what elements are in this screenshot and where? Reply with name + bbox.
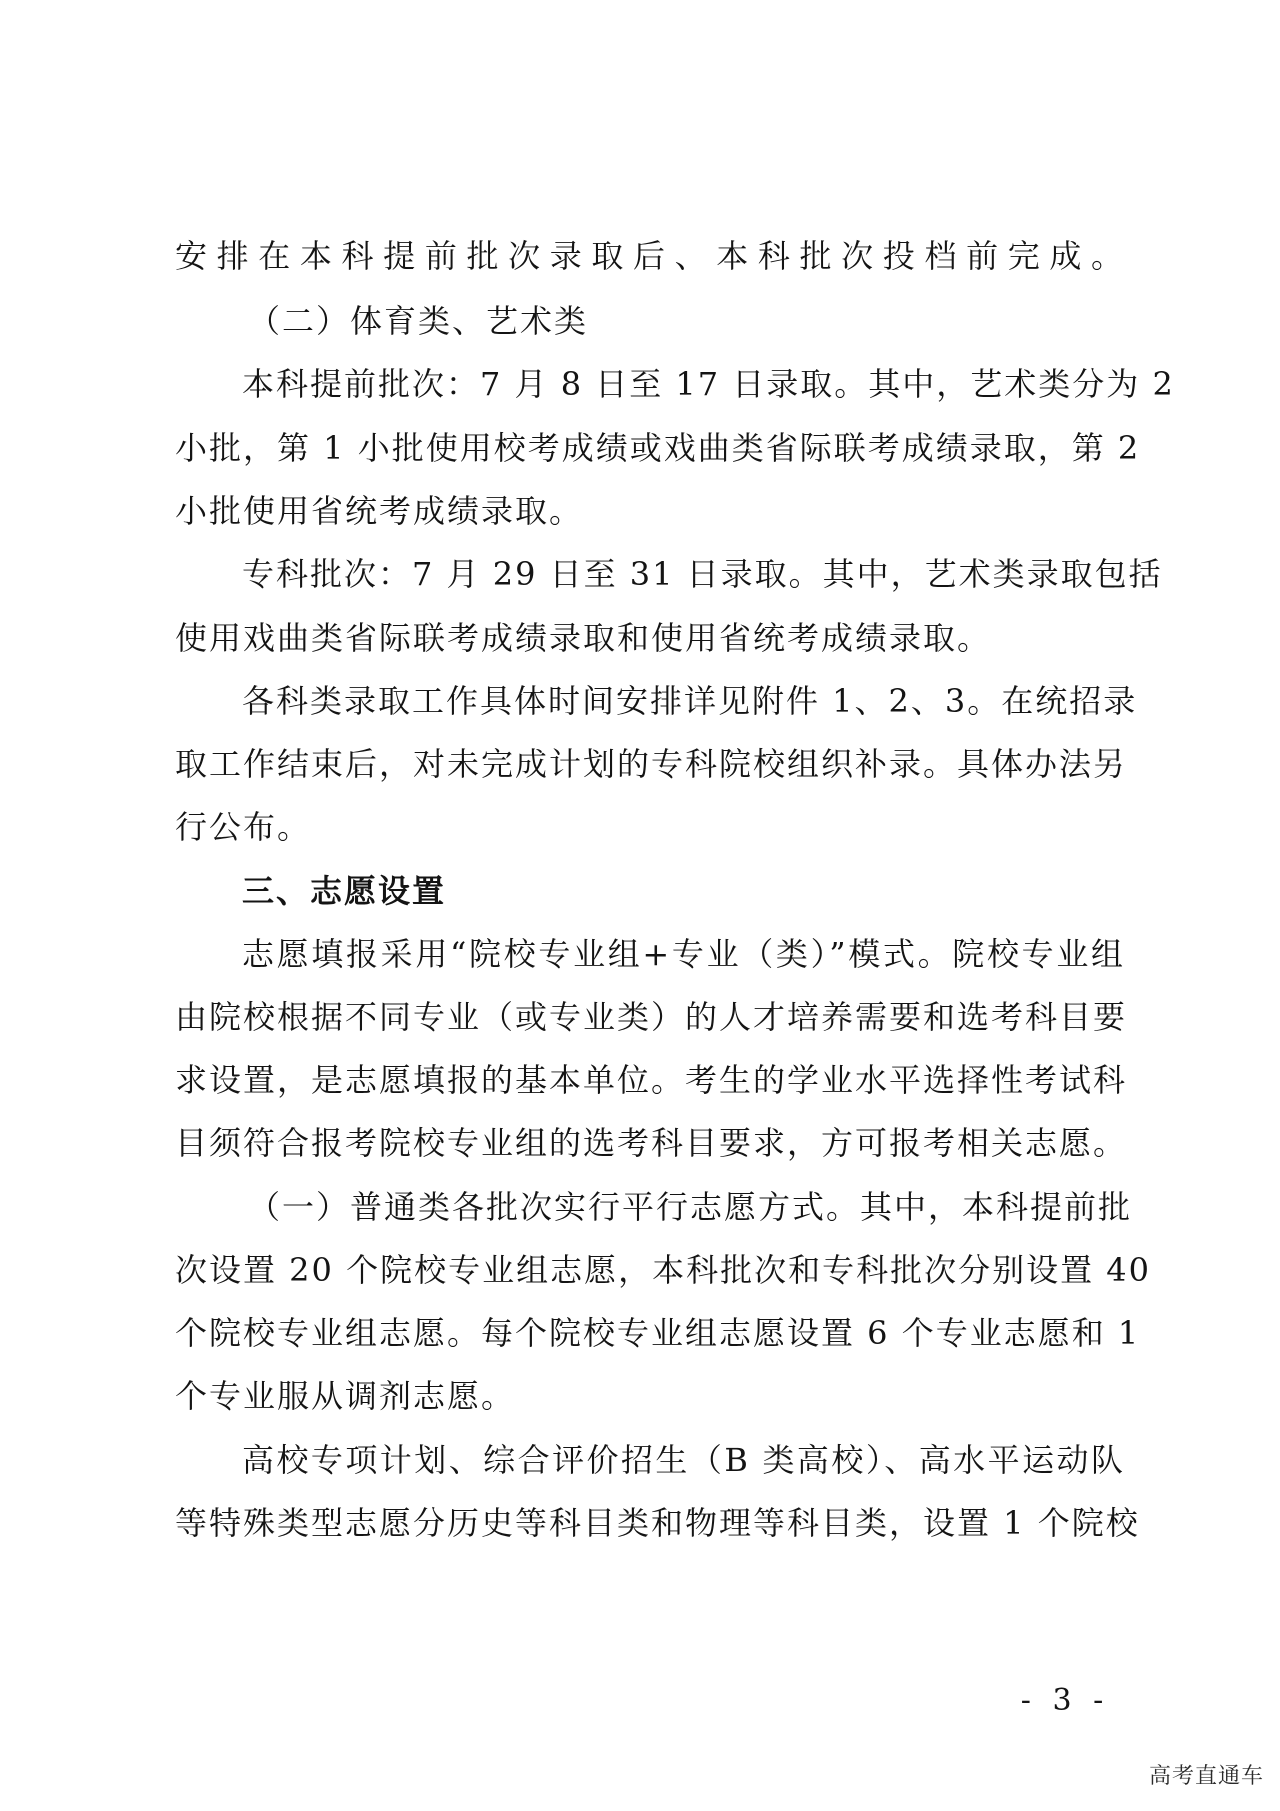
- body-line-9: 取工作结束后，对未完成计划的专科院校组织补录。具体办法另: [175, 745, 1128, 783]
- body-line-14: 求设置，是志愿填报的基本单位。考生的学业水平选择性考试科: [175, 1061, 1128, 1099]
- subheading-sports-arts: （二）体育类、艺术类: [248, 302, 589, 340]
- body-line-7: 使用戏曲类省际联考成绩录取和使用省统考成绩录取。: [175, 619, 992, 657]
- body-line-6: 专科批次：7 月 29 日至 31 日录取。其中，艺术类录取包括: [242, 555, 1163, 593]
- body-line-18: 个院校专业组志愿。每个院校专业组志愿设置 6 个专业志愿和 1: [175, 1314, 1141, 1352]
- body-line-3: 本科提前批次：7 月 8 日至 17 日录取。其中，艺术类分为 2: [242, 365, 1175, 403]
- section-heading-volunteer-settings: 三、志愿设置: [242, 872, 447, 910]
- watermark-text: 高考直通车: [1148, 1764, 1264, 1789]
- body-line-16: （一）普通类各批次实行平行志愿方式。其中，本科提前批: [248, 1188, 1133, 1226]
- body-line-19: 个专业服从调剂志愿。: [175, 1377, 516, 1415]
- body-line-15: 目须符合报考院校专业组的选考科目要求，方可报考相关志愿。: [175, 1124, 1128, 1162]
- body-line-1: 安排在本科提前批次录取后、本科批次投档前完成。: [175, 237, 1125, 275]
- body-line-12: 志愿填报采用“院校专业组+专业（类）”模式。院校专业组: [242, 935, 1125, 973]
- body-line-4: 小批，第 1 小批使用校考成绩或戏曲类省际联考成绩录取，第 2: [175, 429, 1141, 467]
- body-line-17: 次设置 20 个院校专业组志愿，本科批次和专科批次分别设置 40: [175, 1251, 1151, 1289]
- body-line-8: 各科类录取工作具体时间安排详见附件 1、2、3。在统招录: [242, 682, 1138, 720]
- body-line-5: 小批使用省统考成绩录取。: [175, 492, 584, 530]
- body-line-10: 行公布。: [175, 808, 312, 846]
- body-line-20: 高校专项计划、综合评价招生（B 类高校）、高水平运动队: [242, 1441, 1125, 1479]
- body-line-21: 等特殊类型志愿分历史等科目类和物理等科目类，设置 1 个院校: [175, 1504, 1140, 1542]
- body-line-13: 由院校根据不同专业（或专业类）的人才培养需要和选考科目要: [175, 998, 1128, 1036]
- page-number: - 3 -: [1020, 1683, 1110, 1718]
